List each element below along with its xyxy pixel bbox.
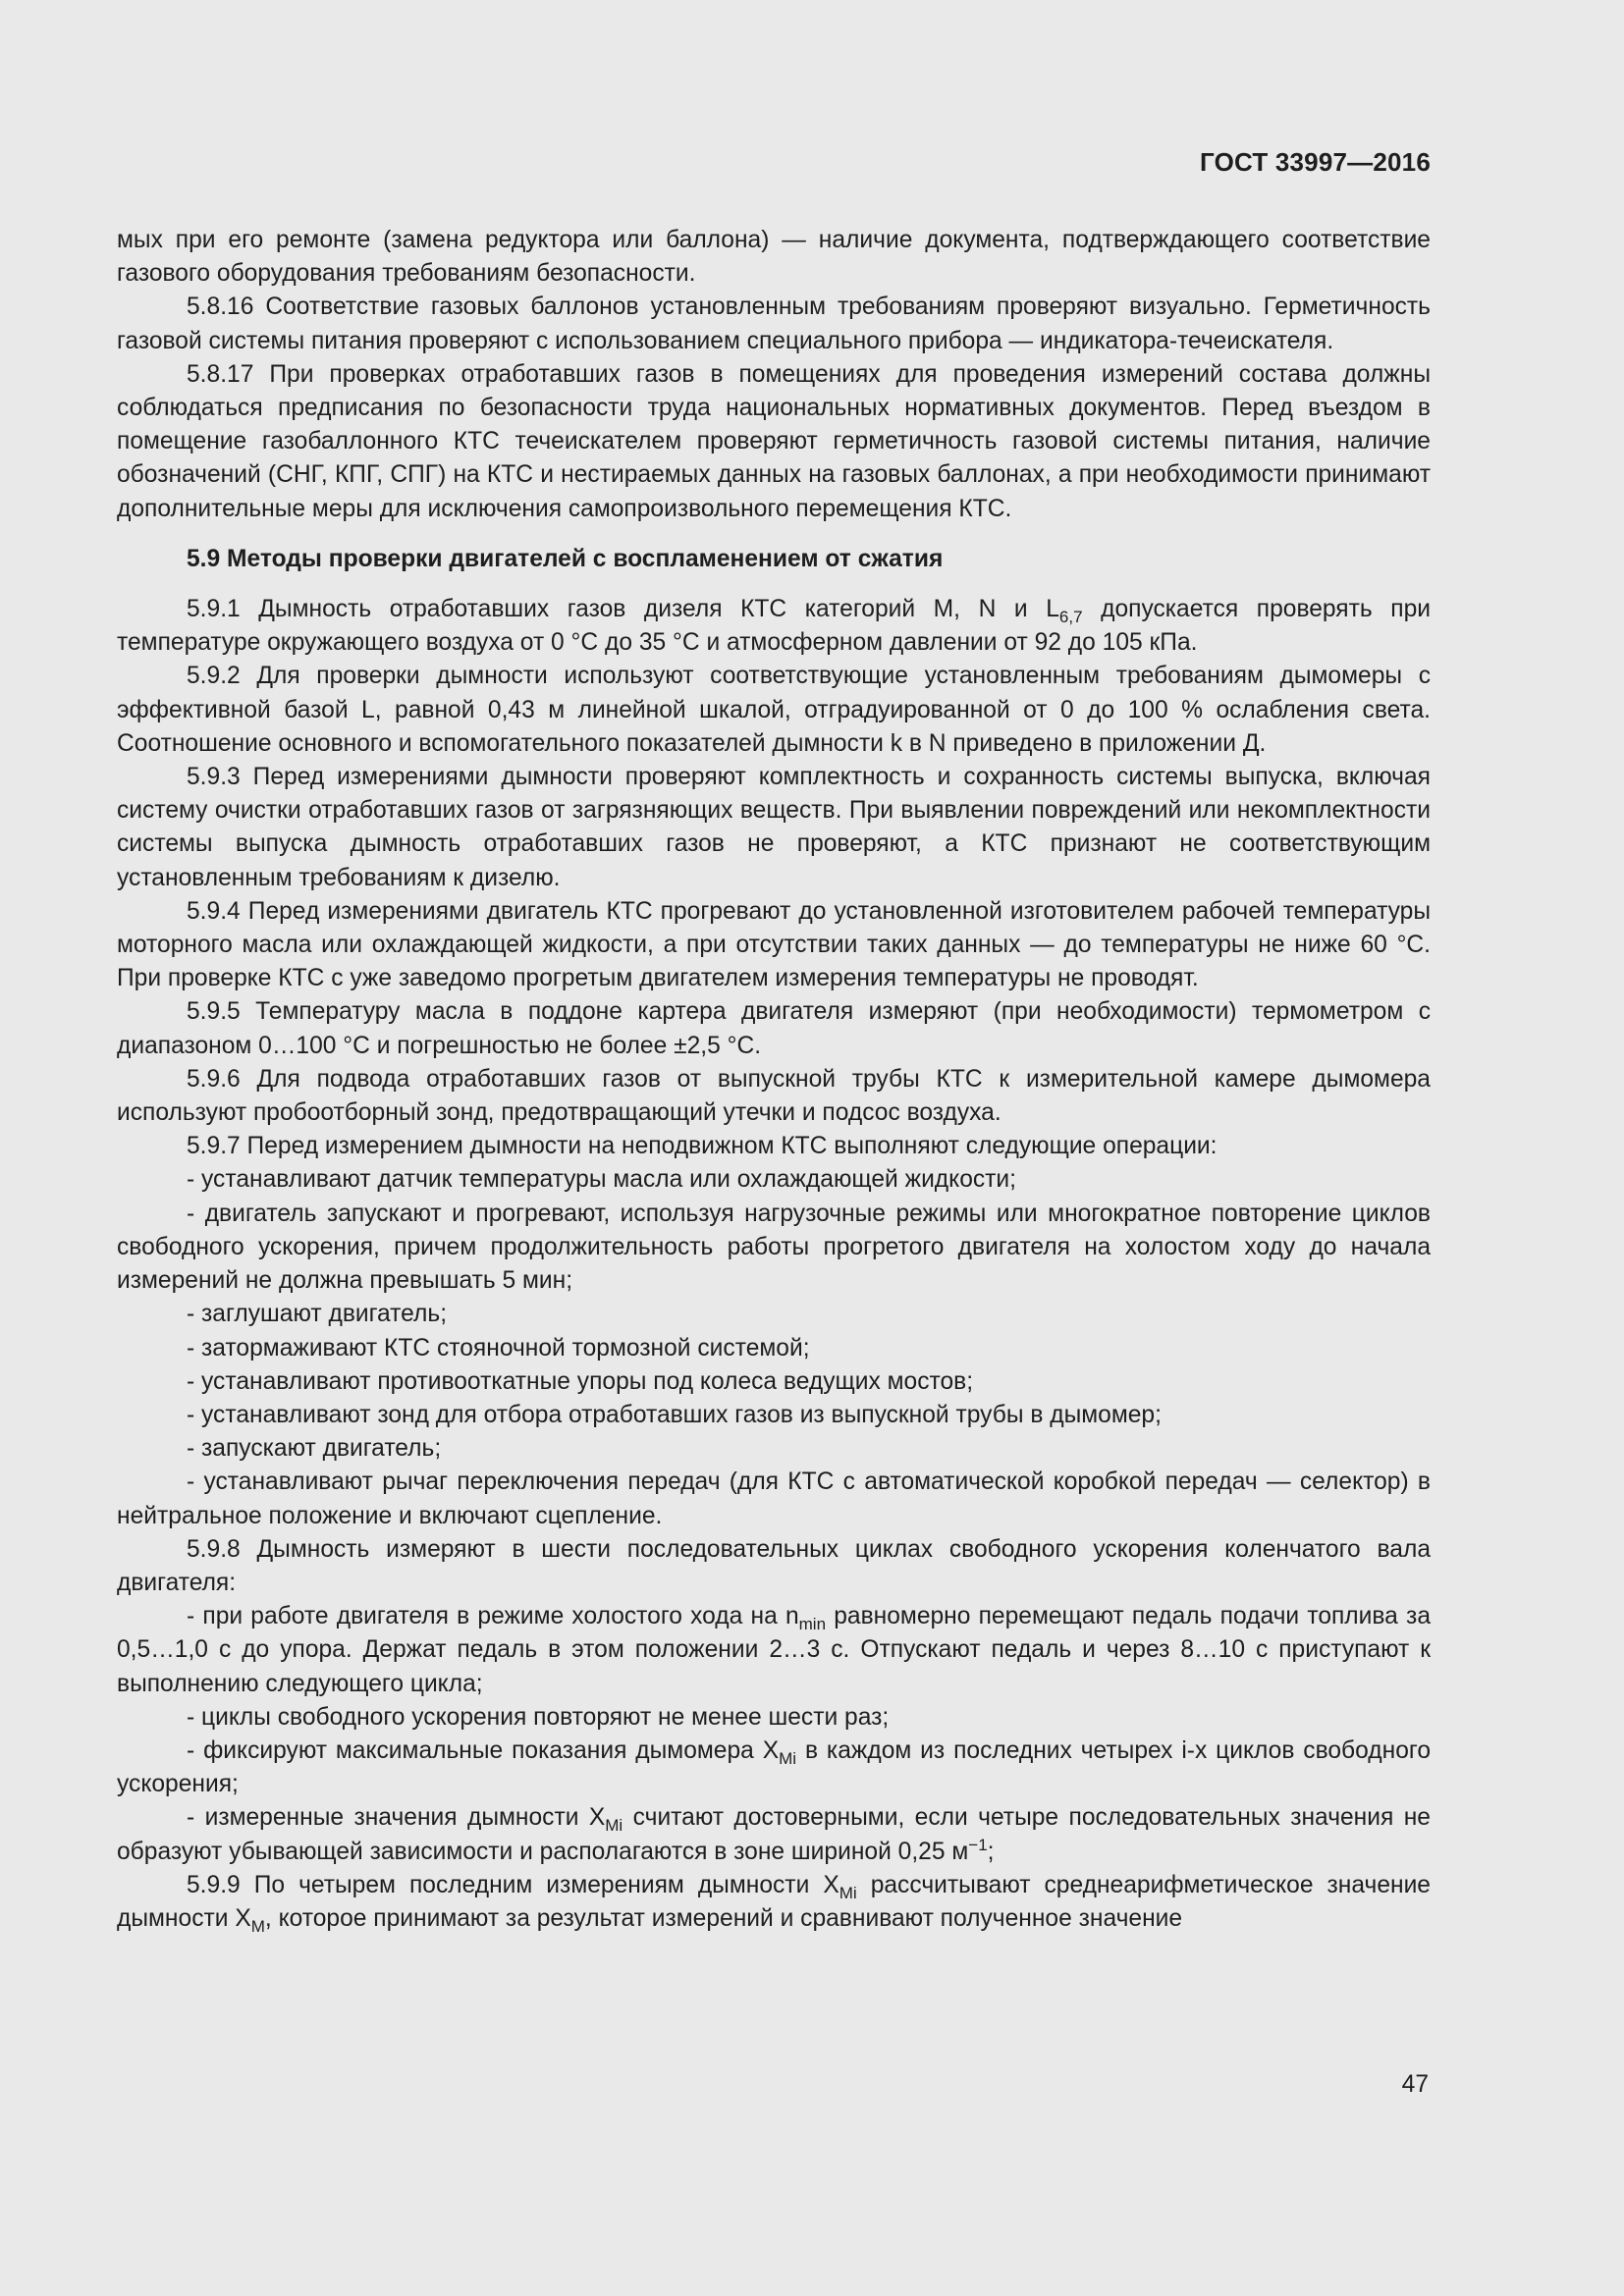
- text-run: - устанавливают датчик температуры масла или охлаждающей жидкости;: [187, 1166, 1017, 1194]
- paragraph: [117, 1298, 1431, 1331]
- text-run: - затормаживают КТС стояночной тормозной системой;: [187, 1334, 810, 1362]
- text-run: 5.9.2 Для проверки дымности используют соответствующие установленным требованиям дымомеры с эффективной базой L, равной 0,43 м линейной шкалой, отградуированной от 0 до 100 % ослабления света. Соотношение основного и вспомогательного показателей дымности k в N приведено в приложении Д.: [117, 663, 1431, 757]
- paragraph: [117, 1432, 1431, 1466]
- text-run: 5.9.8 Дымность измеряют в шести последовательных циклах свободного ускорения коленчатого вала двигателя:: [117, 1535, 1431, 1596]
- text-run: 5.9.4 Перед измерениями двигатель КТС прогревают до установленной изготовителем рабочей температуры моторного масла или охлаждающей жидкости, а при отсутствии таких данных — до температуры не ниже 60 °С. При проверке КТС с уже заведомо прогретым двигателем измерения температуры не проводят.: [117, 897, 1431, 992]
- text-run: рассчитывают среднеарифметическое значение дымности X: [117, 1871, 1431, 1932]
- text-run: - заглушают двигатель;: [187, 1301, 448, 1328]
- paragraph: [117, 1365, 1431, 1399]
- text-run: ;: [987, 1838, 995, 1865]
- paragraph: [117, 1130, 1431, 1163]
- text-run: - циклы свободного ускорения повторяют не менее шести раз;: [187, 1703, 890, 1731]
- text-run: - устанавливают рычаг переключения передач (для КТС с автоматической коробкой передач — селектор) в нейтральное положение и включают сцепление.: [117, 1468, 1431, 1529]
- document-body: [117, 224, 1431, 1936]
- text-run: 5.9.7 Перед измерением дымности на неподвижном КТС выполняют следующие операции:: [187, 1133, 1218, 1160]
- page-number: 47: [1401, 2071, 1429, 2098]
- section-heading: [117, 543, 1431, 576]
- subscript: min: [798, 1615, 827, 1634]
- paragraph: [117, 358, 1431, 526]
- paragraph: [117, 224, 1431, 291]
- text-run: - устанавливают противооткатные упоры под колеса ведущих мостов;: [187, 1367, 974, 1395]
- text-run: считают достоверными, если четыре последовательных значения не образуют убывающей зависимости и располагаются в зоне шириной 0,25 м: [117, 1804, 1431, 1865]
- paragraph: [117, 761, 1431, 895]
- text-run: - запускают двигатель;: [187, 1435, 442, 1463]
- subscript: M: [250, 1916, 265, 1936]
- paragraph: [117, 895, 1431, 996]
- paragraph: [117, 1801, 1431, 1868]
- text-run: 5.9.1 Дымность отработавших газов дизеля КТС категорий M, N и L: [187, 596, 1059, 623]
- superscript: −1: [968, 1835, 988, 1854]
- text-run: 5.9.9 По четырем последним измерениям дымности X: [187, 1871, 839, 1898]
- paragraph: [117, 1701, 1431, 1735]
- text-run: - устанавливают зонд для отбора отработавших газов из выпускной трубы в дымомер;: [187, 1401, 1162, 1428]
- subscript: Mi: [779, 1748, 797, 1768]
- paragraph: [117, 1163, 1431, 1197]
- text-run: - при работе двигателя в режиме холостого хода на n: [187, 1603, 799, 1630]
- paragraph: [117, 1869, 1431, 1936]
- paragraph: [117, 1600, 1431, 1701]
- text-run: равномерно перемещают педаль подачи топлива за 0,5…1,0 с до упора. Держат педаль в этом положении 2…3 с. Отпускают педаль и через 8…10 с приступают к выполнению следующего цикла;: [117, 1603, 1432, 1697]
- subscript: Mi: [839, 1883, 857, 1902]
- text-run: 5.9 Методы проверки двигателей с воспламенением от сжатия: [187, 545, 944, 572]
- text-run: допускается проверять при температуре окружающего воздуха от 0 °С до 35 °С и атмосферном давлении от 92 до 105 кПа.: [117, 596, 1432, 657]
- text-run: 5.9.6 Для подвода отработавших газов от выпускной трубы КТС к измерительной камере дымомера используют пробоотборный зонд, предотвращающий утечки и подсос воздуха.: [117, 1065, 1431, 1127]
- subscript: 6,7: [1058, 608, 1083, 627]
- paragraph: [117, 995, 1431, 1062]
- text-run: 5.9.5 Температуру масла в поддоне картера двигателя измеряют (при необходимости) термометром с диапазоном 0…100 °С и погрешностью не более ±2,5 °С.: [117, 998, 1431, 1059]
- paragraph: [117, 660, 1431, 761]
- text-run: - измеренные значения дымности X: [187, 1804, 606, 1832]
- text-run: - фиксируют максимальные показания дымомера X: [187, 1736, 780, 1764]
- paragraph: [117, 1063, 1431, 1130]
- text-run: 5.9.3 Перед измерениями дымности проверяют комплектность и сохранность системы выпуска, включая систему очистки отработавших газов от загрязняющих веществ. При выявлении повреждений или некомплектности системы выпуска дымность отработавших газов не проверяют, а КТС признают не соответствующим установленным требованиям к дизелю.: [117, 764, 1431, 891]
- text-run: 5.8.16 Соответствие газовых баллонов установленным требованиям проверяют визуально. Герметичность газовой системы питания проверяют с использованием специального прибора — индикатора-течеискателя.: [117, 294, 1431, 354]
- text-run: в каждом из последних четырех i-х циклов свободного ускорения;: [117, 1736, 1431, 1798]
- text-run: мых при его ремонте (замена редуктора или баллона) — наличие документа, подтверждающего соответствие газового оборудования требованиям безопасности.: [117, 227, 1431, 288]
- text-run: - двигатель запускают и прогревают, используя нагрузочные режимы или многократное повторение циклов свободного ускорения, причем продолжительность работы прогретого двигателя на холостом ходу до начала измерений не должна превышать 5 мин;: [117, 1200, 1431, 1295]
- text-run: 5.8.17 При проверках отработавших газов в помещениях для проведения измерений состава должны соблюдаться предписания по безопасности труда национальных нормативных документов. Перед въездом в помещение газобаллонного КТС течеискателем проверяют герметичность газовой системы питания, наличие обозначений (СНГ, КПГ, СПГ) на КТС и нестираемых данных на газовых баллонах, а при необходимости принимают дополнительные меры для исключения самопроизвольного перемещения КТС.: [117, 360, 1431, 522]
- paragraph: [117, 1735, 1431, 1801]
- paragraph: [117, 291, 1431, 357]
- paragraph: [117, 1399, 1431, 1432]
- paragraph: [117, 593, 1431, 660]
- paragraph: [117, 1466, 1431, 1532]
- text-run: , которое принимают за результат измерений и сравнивают полученное значение: [264, 1904, 1183, 1932]
- document-header-id: ГОСТ 33997—2016: [1200, 147, 1431, 177]
- paragraph: [117, 1198, 1431, 1299]
- subscript: Mi: [605, 1816, 623, 1836]
- paragraph: [117, 1332, 1431, 1365]
- paragraph: [117, 1533, 1431, 1600]
